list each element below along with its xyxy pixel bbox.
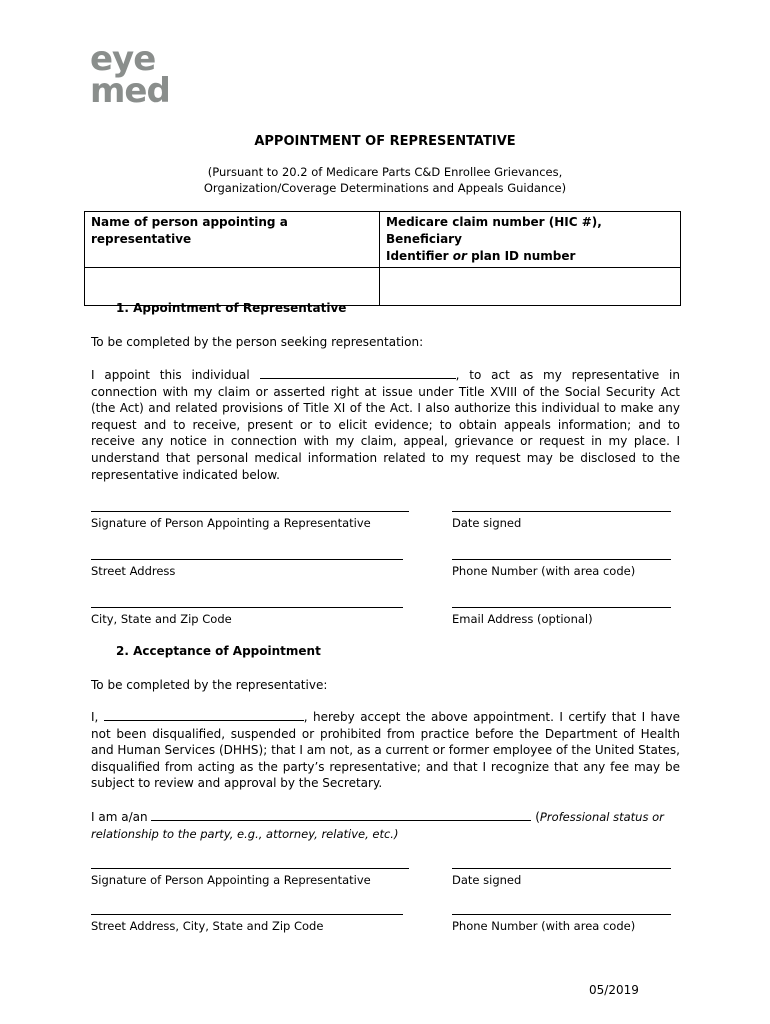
city-state-zip-label: City, State and Zip Code (91, 612, 232, 626)
logo-line1: eye (90, 42, 156, 79)
email-address-line[interactable] (452, 607, 671, 608)
professional-status-blank[interactable] (151, 809, 531, 821)
signature-line[interactable] (91, 511, 409, 512)
rep-phone-label: Phone Number (with area code) (452, 919, 636, 933)
iam-label: I am a/an (91, 810, 152, 824)
section2-para-rest: , hereby accept the above appointment. I certify that I have not been disqualified, suspended or prohibited from practice before the Department of Health and Human Services (DHHS); that I am not, as a current or former employee of the United States, disqualified from acting as the party’s representative; and that I recognize that any fee may be subject to review and approval by the Secretary. (91, 710, 680, 791)
phone-number-label: Phone Number (with area code) (452, 564, 636, 578)
claim-header-line1: Medicare claim number (HIC #), Beneficiary (386, 215, 602, 246)
signature-label: Signature of Person Appointing a Representative (91, 516, 371, 530)
rep-phone-line[interactable] (452, 914, 671, 915)
page-title: APPOINTMENT OF REPRESENTATIVE (254, 134, 516, 149)
claim-header-line2b: plan ID number (466, 249, 576, 263)
name-header-cell (85, 212, 380, 268)
street-address-label: Street Address (91, 564, 176, 578)
section1-para-start: I appoint this individual (91, 368, 260, 382)
name-header-line1: Name of person appointing a (91, 215, 288, 229)
city-state-zip-line[interactable] (91, 607, 403, 608)
name-value-field[interactable] (85, 268, 380, 306)
section2-instruction: To be completed by the representative: (91, 678, 328, 692)
rep-signature-label: Signature of Person Appointing a Representative (91, 873, 371, 887)
section1-heading: 1. Appointment of Representative (116, 301, 347, 315)
rep-date-signed-label: Date signed (452, 873, 522, 887)
date-signed-label: Date signed (452, 516, 522, 530)
section2-heading: 2. Acceptance of Appointment (116, 644, 321, 658)
rep-address-line[interactable] (91, 914, 403, 915)
phone-number-line[interactable] (452, 559, 671, 560)
section2-paragraph (91, 709, 680, 792)
date-signed-line[interactable] (452, 511, 671, 512)
section1-paragraph (91, 367, 680, 483)
claim-number-value-field[interactable] (380, 268, 681, 306)
section2-para-start: I, (91, 710, 104, 724)
claim-header-or: or (452, 249, 467, 263)
beneficiary-info-table (84, 211, 681, 306)
rep-address-label: Street Address, City, State and Zip Code (91, 919, 324, 933)
rep-date-signed-line[interactable] (452, 868, 671, 869)
professional-status-hint: Professional status or relationship to the party, e.g., attorney, relative, etc.) (91, 810, 664, 841)
email-address-label: Email Address (optional) (452, 612, 593, 626)
subtitle-line2: Organization/Coverage Determinations and Appeals Guidance) (203, 181, 567, 195)
section1-para-rest: , to act as my representative in connection with my claim or asserted right at issue under Title XVIII of the Social Security Act (the Act) and related provisions of Title XI of the Act. I also authorize this individual to make any request and to receive, present or to elicit evidence; to obtain appeals information; and to receive any notice in connection with my claim, appeal, grievance or request in my place. I understand that personal medical information related to my request may be disclosed to the representative indicated below. (91, 368, 680, 482)
rep-signature-line[interactable] (91, 868, 409, 869)
eyemed-logo (88, 42, 184, 104)
logo-line2: med (90, 71, 170, 104)
iam-paren: ( (535, 810, 540, 824)
street-address-line[interactable] (91, 559, 403, 560)
claim-number-header-cell (380, 212, 681, 268)
claim-header-line2a: Identifier (386, 249, 453, 263)
representative-name-blank-2[interactable] (104, 709, 304, 721)
form-revision-date: 05/2019 (589, 983, 639, 997)
subtitle-line1: (Pursuant to 20.2 of Medicare Parts C&D Enrollee Grievances, (207, 165, 563, 179)
section1-instruction: To be completed by the person seeking representation: (91, 335, 424, 349)
representative-name-blank[interactable] (260, 367, 456, 379)
name-header-line2: representative (91, 232, 192, 246)
professional-status-row (91, 809, 680, 842)
